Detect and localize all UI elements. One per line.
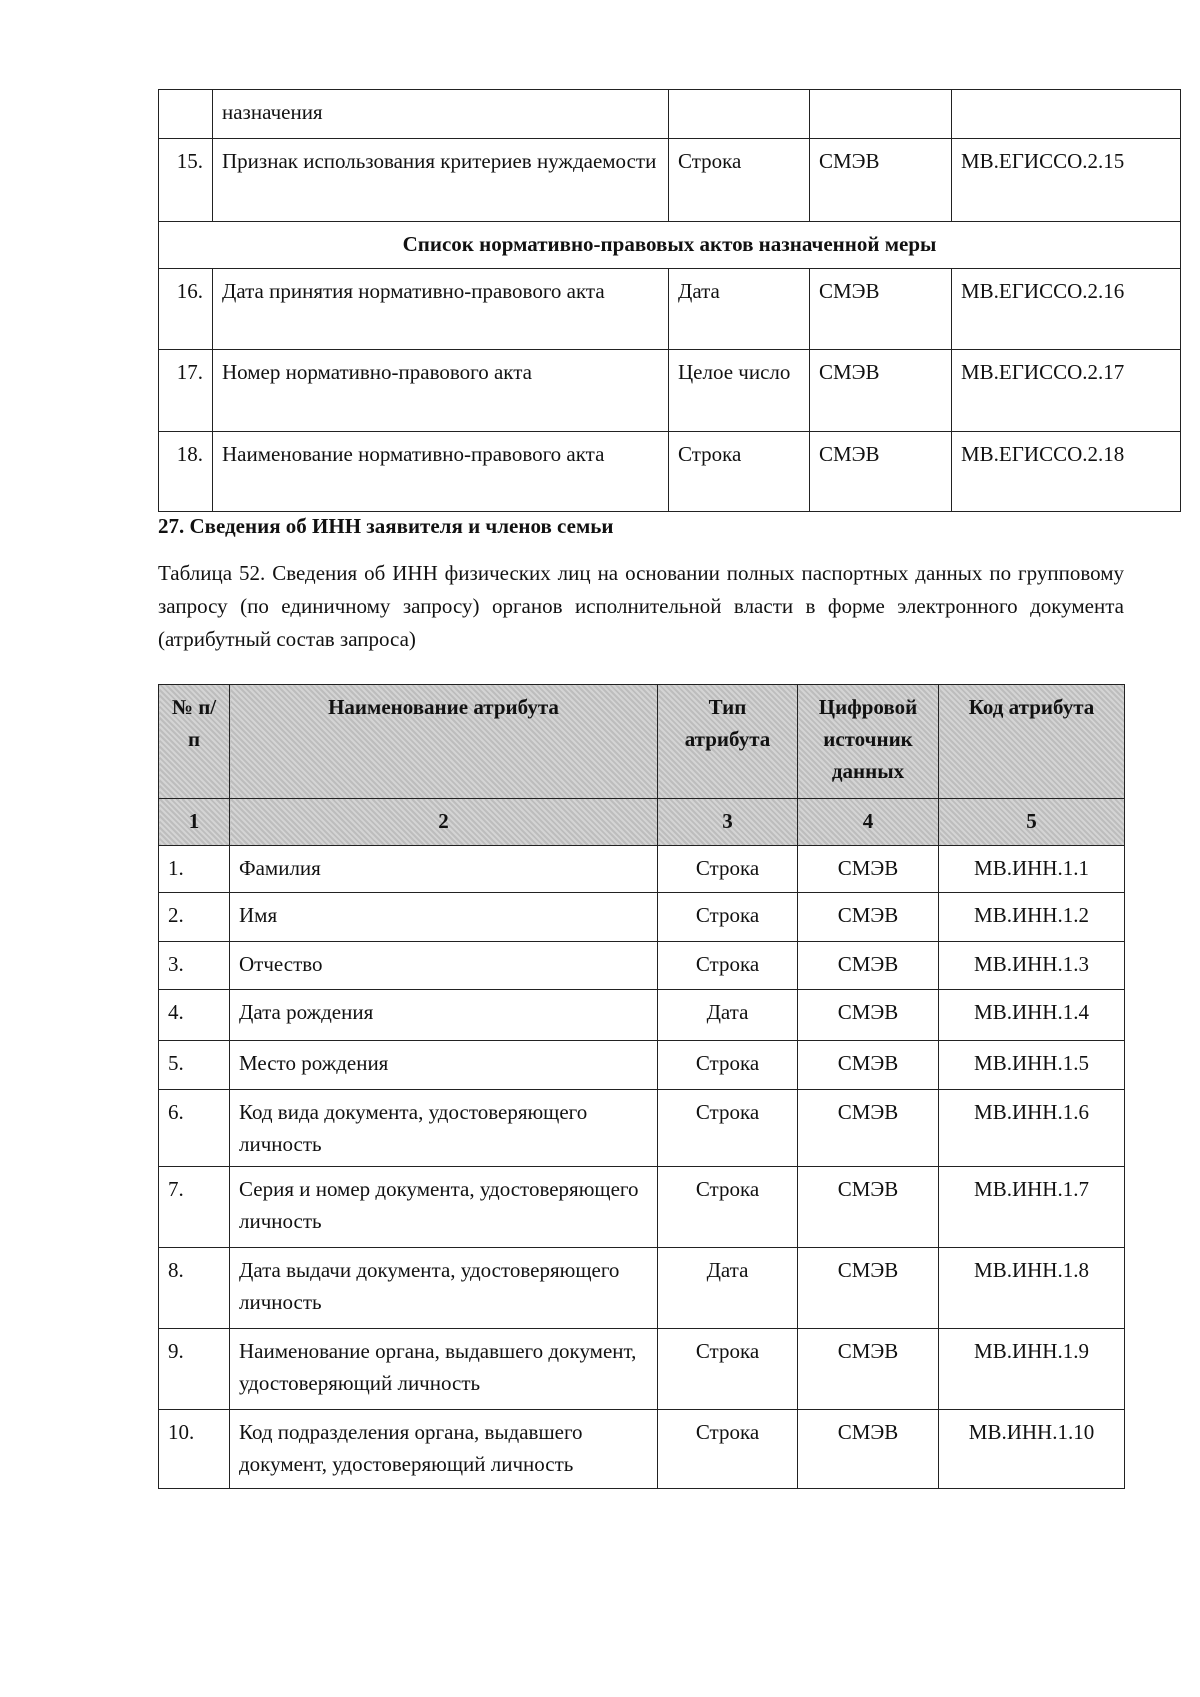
attribute-name: Номер нормативно-правового акта bbox=[213, 350, 669, 432]
header-type: Тип атрибута bbox=[658, 685, 798, 799]
attribute-code: МВ.ИНН.1.6 bbox=[939, 1090, 1125, 1167]
attribute-code: МВ.ИНН.1.3 bbox=[939, 942, 1125, 990]
col-number: 3 bbox=[658, 799, 798, 846]
data-source: СМЭВ bbox=[810, 432, 952, 512]
attribute-code: МВ.ИНН.1.9 bbox=[939, 1329, 1125, 1410]
data-source bbox=[810, 90, 952, 139]
npa-attributes-table bbox=[158, 89, 1181, 512]
attribute-name: Наименование нормативно-правового акта bbox=[213, 432, 669, 512]
attribute-name: Место рождения bbox=[230, 1041, 658, 1090]
data-source: СМЭВ bbox=[798, 1410, 939, 1489]
attribute-name: назначения bbox=[213, 90, 669, 139]
row-number: 1. bbox=[159, 846, 230, 893]
attribute-name: Серия и номер документа, удостоверяющего личность bbox=[230, 1167, 658, 1248]
attribute-type: Строка bbox=[658, 942, 798, 990]
data-source: СМЭВ bbox=[798, 1090, 939, 1167]
table-row bbox=[159, 1329, 1125, 1410]
col-number: 2 bbox=[230, 799, 658, 846]
attribute-name: Код подразделения органа, выдавшего документ, удостоверяющий личность bbox=[230, 1410, 658, 1489]
attribute-type: Строка bbox=[658, 846, 798, 893]
table-row bbox=[159, 1248, 1125, 1329]
row-number: 7. bbox=[159, 1167, 230, 1248]
attribute-type: Строка bbox=[658, 1410, 798, 1489]
table1-body bbox=[159, 90, 1181, 512]
attribute-name: Отчество bbox=[230, 942, 658, 990]
row-number: 2. bbox=[159, 893, 230, 942]
attribute-code: МВ.ИНН.1.8 bbox=[939, 1248, 1125, 1329]
column-numbers-row bbox=[159, 799, 1125, 846]
table-row bbox=[159, 846, 1125, 893]
attribute-name: Фамилия bbox=[230, 846, 658, 893]
attribute-code: МВ.ИНН.1.7 bbox=[939, 1167, 1125, 1248]
attribute-type: Строка bbox=[658, 1041, 798, 1090]
header-code: Код атрибута bbox=[939, 685, 1125, 799]
table-row bbox=[159, 942, 1125, 990]
header-name: Наименование атрибута bbox=[230, 685, 658, 799]
section-title: Список нормативно-правовых актов назначенной меры bbox=[159, 222, 1181, 269]
header-source: Цифровой источник данных bbox=[798, 685, 939, 799]
attribute-name: Признак использования критериев нуждаемости bbox=[213, 139, 669, 222]
attribute-type: Строка bbox=[658, 1329, 798, 1410]
attribute-code bbox=[952, 90, 1181, 139]
data-source: СМЭВ bbox=[798, 942, 939, 990]
attribute-type: Дата bbox=[669, 269, 810, 350]
attribute-type bbox=[669, 90, 810, 139]
row-number: 4. bbox=[159, 990, 230, 1041]
attribute-name: Код вида документа, удостоверяющего личность bbox=[230, 1090, 658, 1167]
col-number: 5 bbox=[939, 799, 1125, 846]
table-row bbox=[159, 990, 1125, 1041]
table-row bbox=[159, 893, 1125, 942]
data-source: СМЭВ bbox=[798, 846, 939, 893]
row-number: 3. bbox=[159, 942, 230, 990]
attribute-code: МВ.ЕГИССО.2.18 bbox=[952, 432, 1181, 512]
attribute-name: Наименование органа, выдавшего документ, удостоверяющий личность bbox=[230, 1329, 658, 1410]
attribute-code: МВ.ИНН.1.2 bbox=[939, 893, 1125, 942]
attribute-code: МВ.ЕГИССО.2.16 bbox=[952, 269, 1181, 350]
data-source: СМЭВ bbox=[798, 1167, 939, 1248]
attribute-type: Дата bbox=[658, 990, 798, 1041]
attribute-type: Строка bbox=[669, 139, 810, 222]
row-number: 18. bbox=[159, 432, 213, 512]
attribute-name: Дата выдачи документа, удостоверяющего личность bbox=[230, 1248, 658, 1329]
attribute-code: МВ.ИНН.1.1 bbox=[939, 846, 1125, 893]
table-row bbox=[159, 350, 1181, 432]
attribute-type: Целое число bbox=[669, 350, 810, 432]
attribute-type: Строка bbox=[669, 432, 810, 512]
table-row bbox=[159, 432, 1181, 512]
col-number: 1 bbox=[159, 799, 230, 846]
col-number: 4 bbox=[798, 799, 939, 846]
row-number: 10. bbox=[159, 1410, 230, 1489]
attribute-code: МВ.ЕГИССО.2.17 bbox=[952, 350, 1181, 432]
attribute-type: Строка bbox=[658, 1167, 798, 1248]
data-source: СМЭВ bbox=[798, 1329, 939, 1410]
table-row bbox=[159, 90, 1181, 139]
data-source: СМЭВ bbox=[810, 139, 952, 222]
attribute-type: Строка bbox=[658, 893, 798, 942]
section-heading: 27. Сведения об ИНН заявителя и членов семьи bbox=[158, 514, 614, 538]
table-row bbox=[159, 269, 1181, 350]
attribute-name: Дата рождения bbox=[230, 990, 658, 1041]
header-row bbox=[159, 685, 1125, 799]
header-num: № п/п bbox=[159, 685, 230, 799]
table-caption: Таблица 52. Сведения об ИНН физических лиц на основании полных паспортных данных по групповому запросу (по единичному запросу) органов исполнительной власти в форме электронного документа (атрибутный состав запроса) bbox=[158, 561, 1124, 651]
data-source: СМЭВ bbox=[810, 269, 952, 350]
attribute-code: МВ.ЕГИССО.2.15 bbox=[952, 139, 1181, 222]
data-source: СМЭВ bbox=[798, 1248, 939, 1329]
section-row bbox=[159, 222, 1181, 269]
data-source: СМЭВ bbox=[798, 893, 939, 942]
attribute-type: Строка bbox=[658, 1090, 798, 1167]
row-number: 6. bbox=[159, 1090, 230, 1167]
row-number: 16. bbox=[159, 269, 213, 350]
row-number: 8. bbox=[159, 1248, 230, 1329]
row-number: 9. bbox=[159, 1329, 230, 1410]
data-source: СМЭВ bbox=[810, 350, 952, 432]
attribute-name: Имя bbox=[230, 893, 658, 942]
table-row bbox=[159, 1041, 1125, 1090]
row-number: 15. bbox=[159, 139, 213, 222]
table-row bbox=[159, 1410, 1125, 1489]
row-number: 5. bbox=[159, 1041, 230, 1090]
table2-body bbox=[159, 846, 1125, 1489]
attribute-code: МВ.ИНН.1.4 bbox=[939, 990, 1125, 1041]
attribute-code: МВ.ИНН.1.5 bbox=[939, 1041, 1125, 1090]
row-number bbox=[159, 90, 213, 139]
row-number: 17. bbox=[159, 350, 213, 432]
attribute-name: Дата принятия нормативно-правового акта bbox=[213, 269, 669, 350]
table-row bbox=[159, 139, 1181, 222]
data-source: СМЭВ bbox=[798, 1041, 939, 1090]
table-row bbox=[159, 1090, 1125, 1167]
table-row bbox=[159, 1167, 1125, 1248]
inn-attributes-table bbox=[158, 684, 1125, 1489]
attribute-type: Дата bbox=[658, 1248, 798, 1329]
data-source: СМЭВ bbox=[798, 990, 939, 1041]
attribute-code: МВ.ИНН.1.10 bbox=[939, 1410, 1125, 1489]
